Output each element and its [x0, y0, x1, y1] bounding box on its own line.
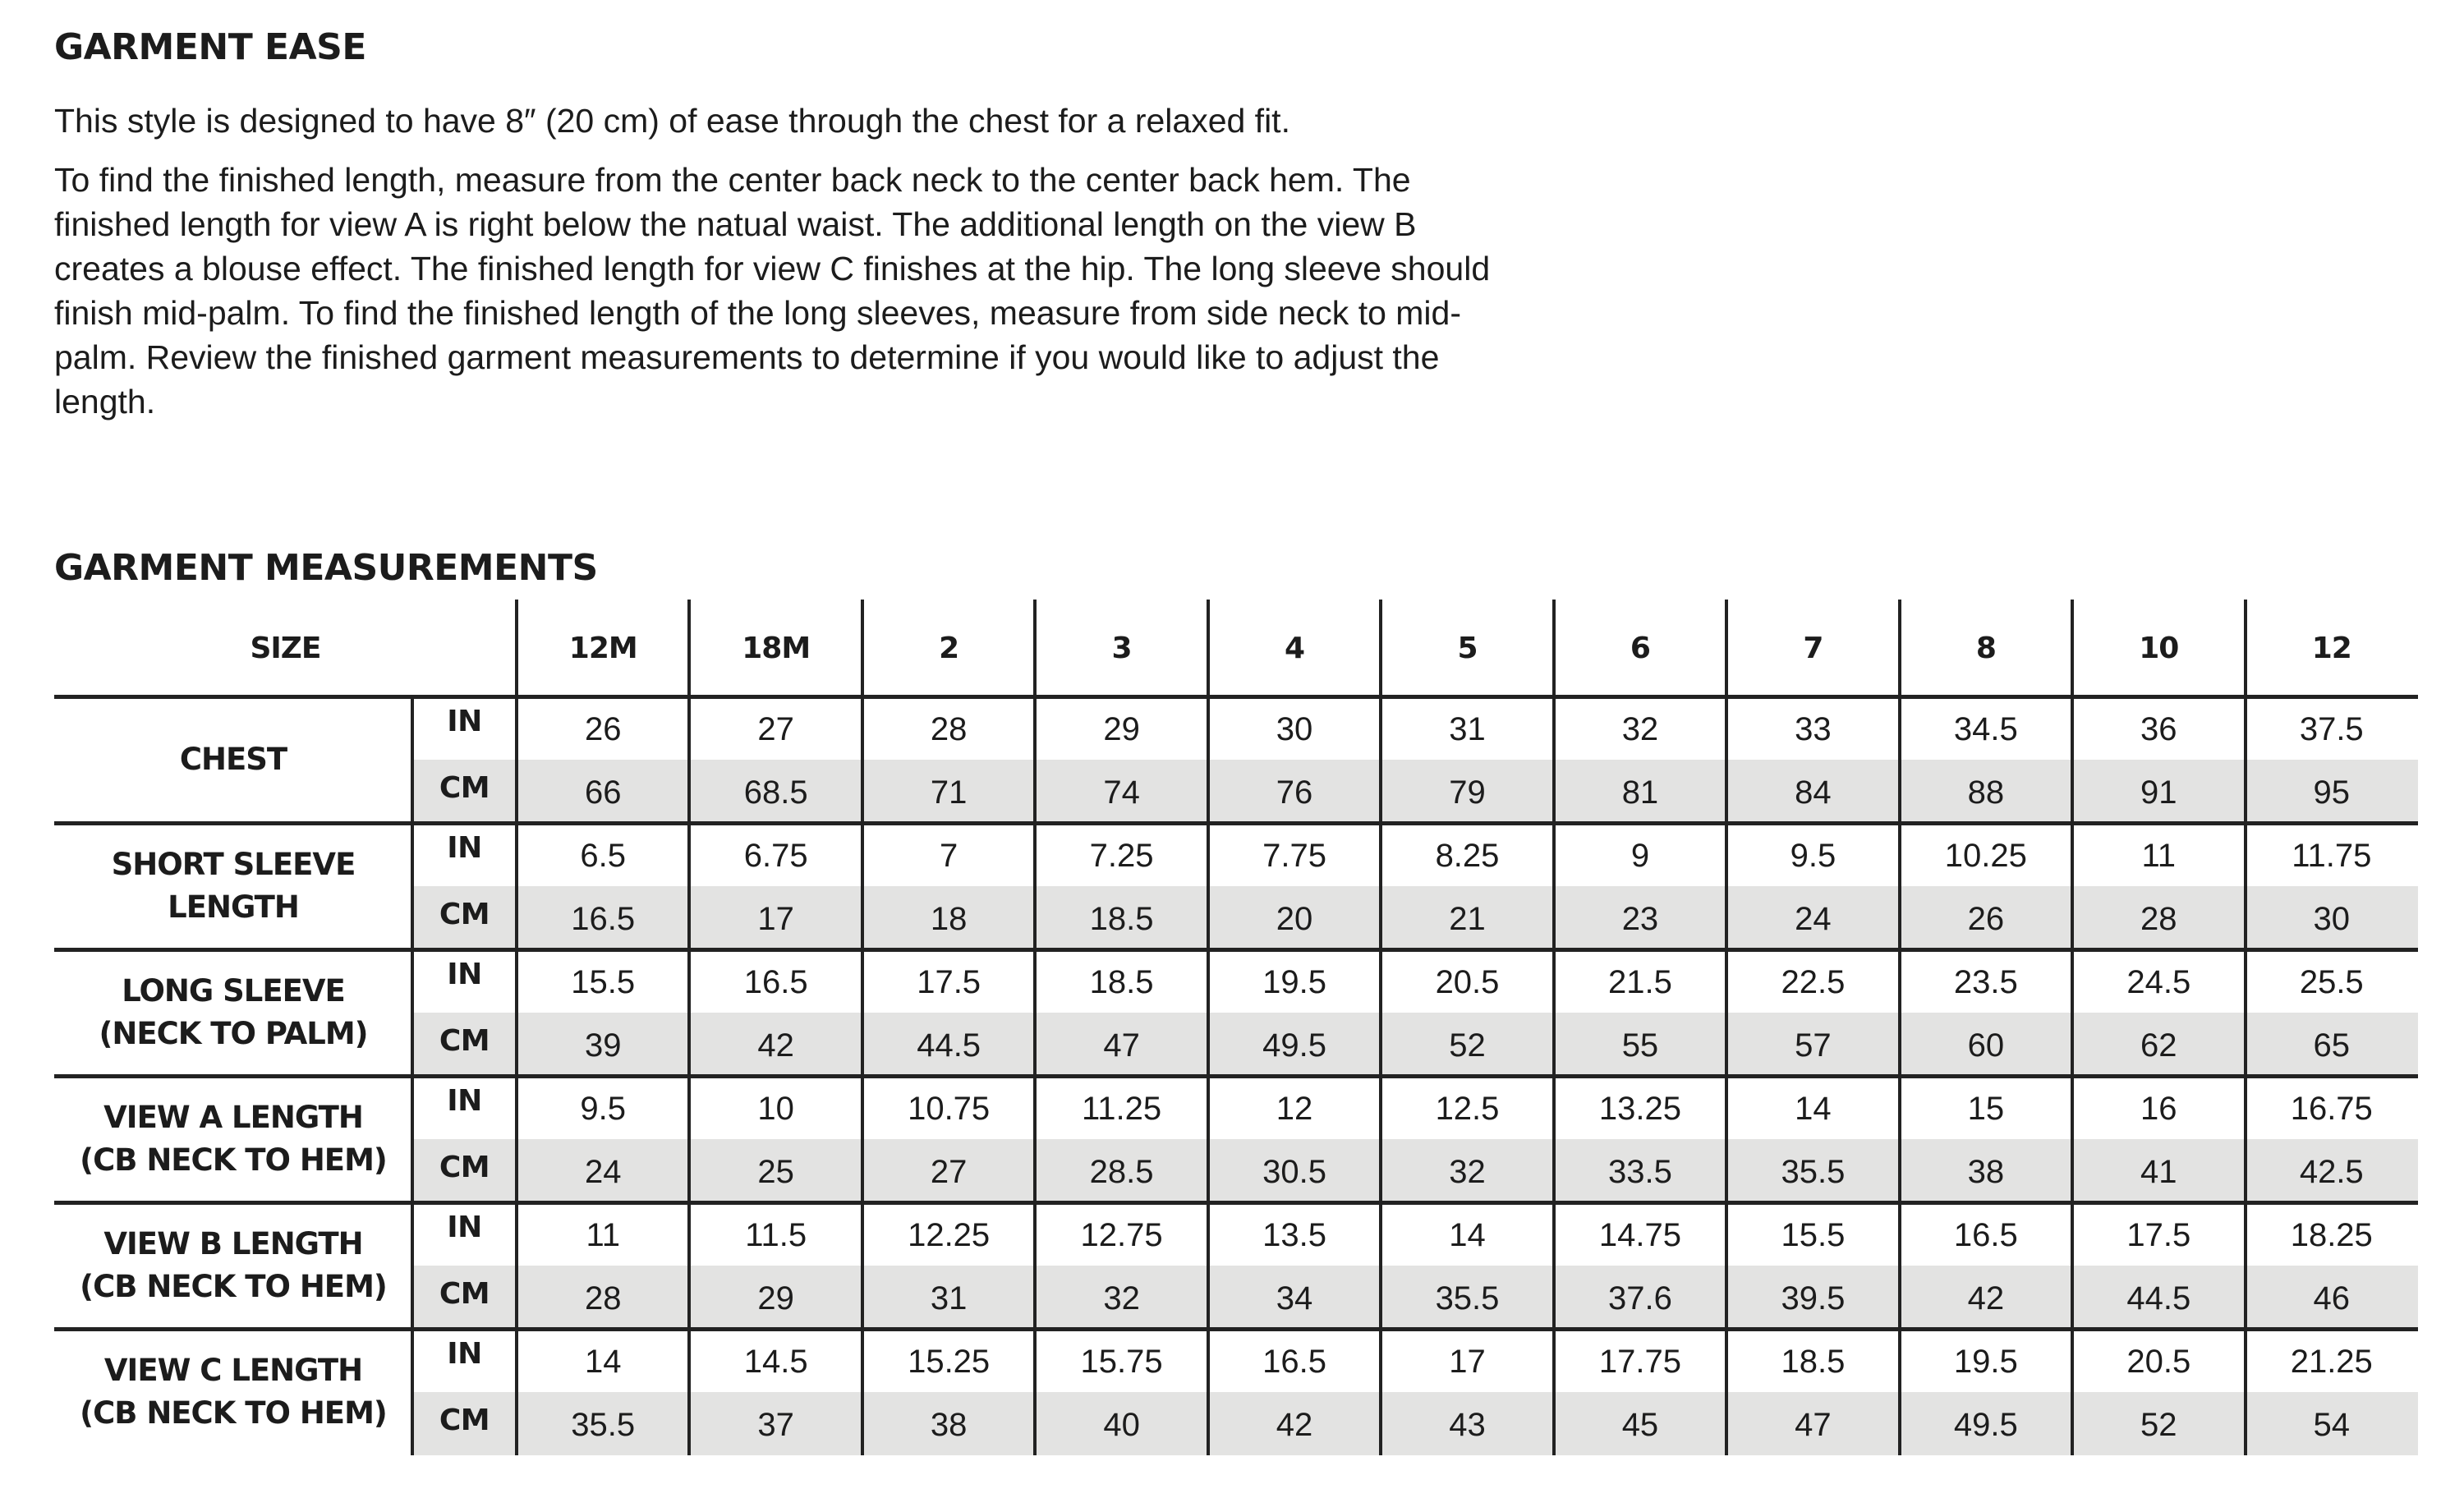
measurement-row-label	[54, 696, 412, 823]
table-column-divider	[515, 600, 518, 1455]
measurement-value: 35.5	[1781, 1154, 1846, 1190]
measurement-value: 12.5	[1435, 1091, 1500, 1127]
table-column-divider	[1552, 600, 1556, 1455]
table-column-divider	[861, 600, 864, 1455]
finished-length-line: length.	[54, 383, 156, 420]
unit-label-in: IN	[447, 958, 482, 991]
measurement-value: 16.5	[743, 964, 808, 1000]
measurement-value: 11.25	[1082, 1091, 1162, 1127]
measurement-value: 10	[757, 1091, 794, 1127]
measurement-value: 14	[1795, 1091, 1832, 1127]
measurement-value: 7	[940, 838, 958, 874]
measurement-value: 30	[2313, 901, 2350, 937]
measurement-value: 34	[1276, 1280, 1313, 1316]
measurement-value: 10.25	[1944, 838, 2027, 874]
measurement-value: 38	[1967, 1154, 2005, 1190]
measurement-value: 27	[930, 1154, 968, 1190]
measurement-value: 55	[1621, 1027, 1659, 1064]
measurement-value: 47	[1795, 1407, 1832, 1443]
measurement-value: 18.25	[2290, 1217, 2373, 1253]
measurement-value: 22.5	[1781, 964, 1846, 1000]
measurement-value: 18.5	[1781, 1344, 1846, 1380]
table-row-divider	[54, 1074, 2418, 1078]
unit-label-in: IN	[447, 1337, 482, 1371]
measurement-value: 44.5	[2126, 1280, 2191, 1316]
measurement-value: 43	[1449, 1407, 1486, 1443]
measurement-value: 23	[1621, 901, 1659, 937]
measurement-value: 42	[1967, 1280, 2005, 1316]
measurement-value: 44.5	[917, 1027, 981, 1064]
measurement-value: 31	[1449, 711, 1486, 747]
size-column-header: 12	[2311, 631, 2351, 665]
row-label-line: (CB NECK TO HEM)	[80, 1142, 387, 1178]
measurement-value: 52	[2140, 1407, 2177, 1443]
measurement-row-label	[54, 1202, 412, 1329]
measurement-value: 39	[584, 1027, 622, 1064]
measurement-value: 19.5	[1953, 1344, 2018, 1380]
size-column-header: 6	[1630, 631, 1650, 665]
size-column-header: 3	[1111, 631, 1132, 665]
measurement-value: 35.5	[1435, 1280, 1500, 1316]
measurement-value: 32	[1621, 711, 1659, 747]
measurement-value: 17.5	[917, 964, 981, 1000]
measurement-value: 13.5	[1262, 1217, 1326, 1253]
measurement-value: 10.75	[908, 1091, 991, 1127]
size-column-header: 18M	[742, 631, 811, 665]
measurement-value: 20.5	[1435, 964, 1500, 1000]
measurement-value: 16.5	[1262, 1344, 1326, 1380]
unit-label-in: IN	[447, 705, 482, 738]
measurement-value: 6.5	[580, 838, 627, 874]
measurement-value: 7.25	[1089, 838, 1154, 874]
measurement-value: 11.75	[2292, 838, 2372, 874]
table-column-divider	[2071, 600, 2074, 1455]
unit-label-cm: CM	[439, 771, 490, 805]
size-column-header: 2	[939, 631, 959, 665]
table-row-divider	[54, 821, 2418, 825]
unit-label-in: IN	[447, 1084, 482, 1118]
table-row-divider	[54, 948, 2418, 952]
measurement-value: 71	[930, 774, 968, 811]
measurement-value: 30	[1276, 711, 1313, 747]
ease-description: This style is designed to have 8″ (20 cm) of ease through the chest for a relaxed fit.	[54, 102, 1290, 140]
measurement-value: 39.5	[1781, 1280, 1846, 1316]
measurement-value: 9.5	[1790, 838, 1837, 874]
measurement-value: 91	[2140, 774, 2177, 811]
measurement-value: 21	[1449, 901, 1486, 937]
size-column-header: 12M	[568, 631, 637, 665]
size-column-header: 10	[2139, 631, 2179, 665]
measurement-value: 42	[757, 1027, 794, 1064]
row-label-line: SHORT SLEEVE	[111, 847, 356, 882]
measurement-value: 33.5	[1608, 1154, 1672, 1190]
measurement-value: 23.5	[1953, 964, 2018, 1000]
measurement-value: 68.5	[743, 774, 808, 811]
measurement-value: 17.5	[2126, 1217, 2191, 1253]
unit-label-cm: CM	[439, 1404, 490, 1437]
measurement-value: 37.6	[1608, 1280, 1672, 1316]
table-row-divider	[54, 695, 2418, 699]
finished-length-line: creates a blouse effect. The finished length for view C finishes at the hip. The long sleeve should	[54, 250, 1491, 287]
measurement-value: 14.75	[1598, 1217, 1681, 1253]
garment-measurements-title: GARMENT MEASUREMENTS	[54, 547, 598, 589]
unit-label-cm: CM	[439, 1277, 490, 1311]
measurement-value: 35.5	[571, 1407, 636, 1443]
measurement-value: 40	[1103, 1407, 1140, 1443]
measurement-value: 25.5	[2299, 964, 2364, 1000]
finished-length-description	[54, 158, 1490, 424]
measurement-value: 16.5	[571, 901, 636, 937]
measurement-value: 16	[2140, 1091, 2177, 1127]
measurement-value: 88	[1967, 774, 2005, 811]
measurement-value: 27	[757, 711, 794, 747]
table-column-divider	[1379, 600, 1382, 1455]
measurement-value: 46	[2313, 1280, 2350, 1316]
measurement-value: 81	[1621, 774, 1659, 811]
garment-ease-title: GARMENT EASE	[54, 26, 366, 68]
measurement-value: 49.5	[1262, 1027, 1326, 1064]
measurement-row-label	[54, 1076, 412, 1202]
unit-label-in: IN	[447, 831, 482, 865]
measurement-value: 41	[2140, 1154, 2177, 1190]
table-column-divider	[1033, 600, 1037, 1455]
row-label-line: VIEW A LENGTH	[103, 1100, 363, 1135]
measurement-value: 57	[1795, 1027, 1832, 1064]
measurement-value: 26	[584, 711, 622, 747]
table-column-divider	[411, 696, 414, 1455]
measurement-value: 29	[1103, 711, 1140, 747]
measurement-value: 34.5	[1953, 711, 2018, 747]
row-label-line: (NECK TO PALM)	[99, 1016, 368, 1051]
row-label-line: (CB NECK TO HEM)	[80, 1395, 387, 1431]
measurement-value: 37	[757, 1407, 794, 1443]
measurement-value: 21.5	[1608, 964, 1672, 1000]
finished-length-line: To find the finished length, measure from the center back neck to the center back hem. The	[54, 161, 1411, 199]
measurement-value: 17	[1449, 1344, 1486, 1380]
unit-label-cm: CM	[439, 1151, 490, 1184]
measurement-value: 16.75	[2290, 1091, 2373, 1127]
measurement-value: 17.75	[1598, 1344, 1681, 1380]
row-label-line: LENGTH	[168, 889, 299, 925]
measurement-value: 18.5	[1089, 901, 1154, 937]
row-label-line: VIEW B LENGTH	[103, 1226, 363, 1261]
measurement-value: 9	[1630, 838, 1650, 874]
size-column-header: 7	[1803, 631, 1823, 665]
measurement-value: 30.5	[1262, 1154, 1326, 1190]
measurement-value: 9.5	[580, 1091, 627, 1127]
finished-length-line: palm. Review the finished garment measurements to determine if you would like to adjust the	[54, 338, 1440, 376]
measurement-value: 20	[1276, 901, 1313, 937]
measurement-value: 6.75	[743, 838, 808, 874]
finished-length-line: finished length for view A is right below the natual waist. The additional length on the view B	[54, 205, 1417, 243]
measurement-value: 36	[2140, 711, 2177, 747]
measurement-value: 8.25	[1435, 838, 1500, 874]
measurement-value: 54	[2313, 1407, 2350, 1443]
measurement-value: 15.5	[1781, 1217, 1846, 1253]
measurement-value: 45	[1621, 1407, 1659, 1443]
row-label-line: VIEW C LENGTH	[103, 1353, 363, 1388]
measurement-value: 12.25	[908, 1217, 991, 1253]
measurement-value: 47	[1103, 1027, 1140, 1064]
measurement-value: 19.5	[1262, 964, 1326, 1000]
measurement-value: 13.25	[1598, 1091, 1681, 1127]
measurement-value: 49.5	[1953, 1407, 2018, 1443]
table-column-divider	[1725, 600, 1728, 1455]
unit-label-cm: CM	[439, 1024, 490, 1058]
size-column-header: 4	[1285, 631, 1305, 665]
measurement-value: 76	[1276, 774, 1313, 811]
table-column-divider	[687, 600, 691, 1455]
measurement-value: 15	[1967, 1091, 2005, 1127]
size-column-header: 8	[1975, 631, 1996, 665]
unit-label-cm: CM	[439, 898, 490, 931]
measurement-value: 16.5	[1953, 1217, 2018, 1253]
measurement-value: 11.5	[745, 1217, 807, 1253]
table-column-divider	[2244, 600, 2247, 1455]
measurement-value: 15.5	[571, 964, 636, 1000]
measurement-value: 32	[1103, 1280, 1140, 1316]
measurement-value: 28	[930, 711, 968, 747]
table-row-divider	[54, 1201, 2418, 1205]
size-column-header: 5	[1457, 631, 1478, 665]
measurement-value: 24	[584, 1154, 622, 1190]
measurement-value: 21.25	[2290, 1344, 2373, 1380]
measurement-value: 17	[757, 901, 794, 937]
measurement-value: 15.75	[1080, 1344, 1163, 1380]
garment-measurements-table	[54, 600, 2418, 1455]
measurement-value: 18	[930, 901, 968, 937]
unit-label-in: IN	[447, 1211, 482, 1244]
measurement-value: 60	[1967, 1027, 2005, 1064]
measurement-row-label	[54, 823, 412, 949]
row-label-line: LONG SLEEVE	[122, 973, 345, 1009]
measurement-value: 28.5	[1089, 1154, 1154, 1190]
measurement-value: 12	[1276, 1091, 1313, 1127]
measurement-value: 14	[1449, 1217, 1486, 1253]
measurement-value: 26	[1967, 901, 2005, 937]
measurement-value: 65	[2313, 1027, 2350, 1064]
table-row-divider	[54, 1327, 2418, 1331]
row-label-line: CHEST	[179, 742, 287, 777]
measurement-value: 7.75	[1262, 838, 1326, 874]
measurement-value: 62	[2140, 1027, 2177, 1064]
measurement-value: 95	[2313, 774, 2350, 811]
measurement-value: 38	[930, 1407, 968, 1443]
measurement-value: 18.5	[1089, 964, 1154, 1000]
measurement-value: 24.5	[2126, 964, 2191, 1000]
measurement-value: 84	[1795, 774, 1832, 811]
measurement-value: 11	[2141, 838, 2177, 874]
row-label-line: (CB NECK TO HEM)	[80, 1269, 387, 1304]
measurement-value: 11	[586, 1217, 620, 1253]
measurement-value: 31	[930, 1280, 968, 1316]
measurement-value: 28	[2140, 901, 2177, 937]
measurement-value: 20.5	[2126, 1344, 2191, 1380]
measurement-value: 28	[584, 1280, 622, 1316]
table-column-divider	[1207, 600, 1210, 1455]
size-header: SIZE	[250, 631, 321, 665]
measurement-value: 15.25	[908, 1344, 991, 1380]
finished-length-line: finish mid-palm. To find the finished length of the long sleeves, measure from side neck to mid-	[54, 294, 1461, 332]
measurement-value: 24	[1795, 901, 1832, 937]
measurement-value: 42.5	[2299, 1154, 2364, 1190]
measurement-row-label	[54, 1329, 412, 1455]
measurement-value: 12.75	[1080, 1217, 1163, 1253]
measurement-row-label	[54, 949, 412, 1076]
measurement-value: 79	[1449, 774, 1486, 811]
measurement-value: 42	[1276, 1407, 1313, 1443]
table-column-divider	[1898, 600, 1901, 1455]
measurement-value: 33	[1795, 711, 1832, 747]
measurement-value: 32	[1449, 1154, 1486, 1190]
measurement-value: 29	[757, 1280, 794, 1316]
measurement-value: 14.5	[743, 1344, 808, 1380]
measurement-value: 37.5	[2299, 711, 2364, 747]
measurement-value: 14	[584, 1344, 622, 1380]
measurement-value: 66	[584, 774, 622, 811]
measurement-value: 25	[757, 1154, 794, 1190]
measurement-value: 74	[1103, 774, 1140, 811]
measurement-value: 52	[1449, 1027, 1486, 1064]
